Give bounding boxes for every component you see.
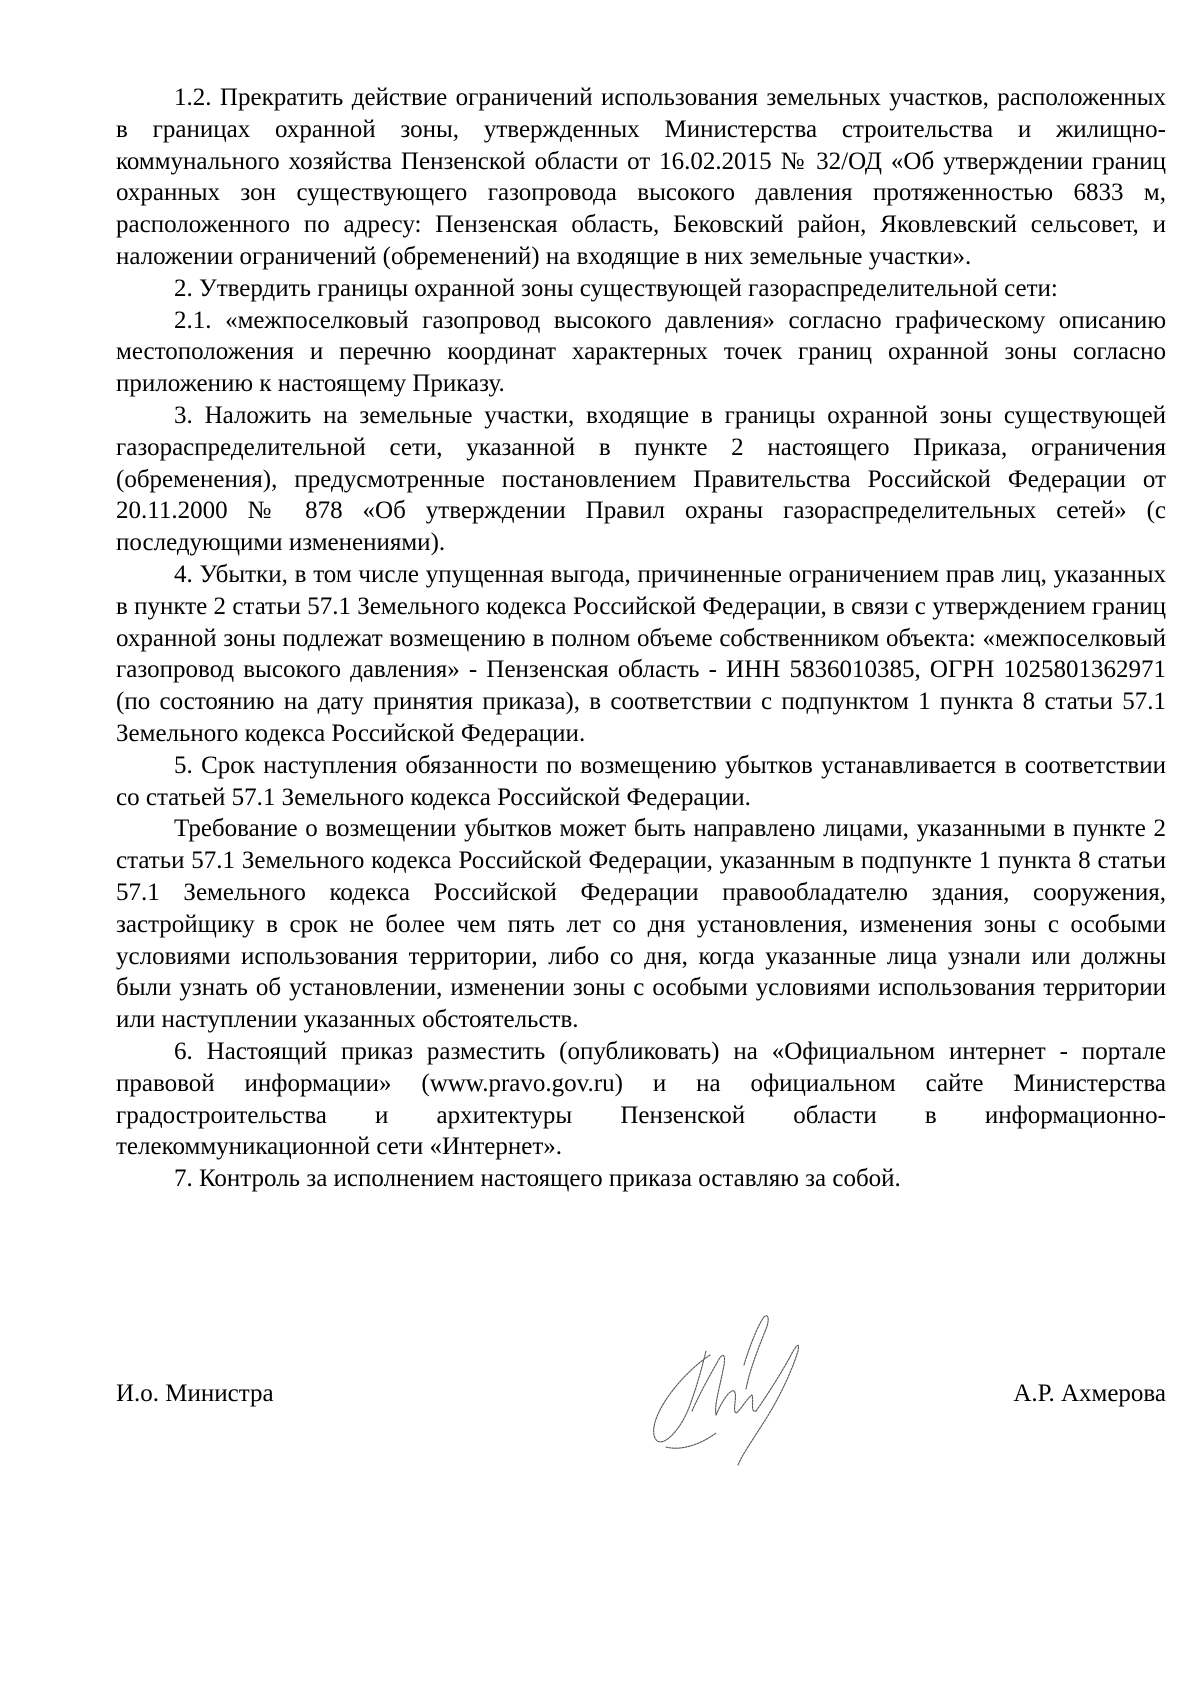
paragraph-2: 2. Утвердить границы охранной зоны существующей газораспределительной сети: xyxy=(174,274,1058,302)
paragraph-damages-claim: Требование о возмещении убытков может быть направлено лицами, указанными в пункте 2 статьи 57.1 Земельного кодекса Российской Федерации, указанным в подпункте 1 пункта 8 статьи 57.1 Земельного кодекса Российской Федерации правообладателю здания, сооружения, застройщику в срок не более чем пять лет со дня установления, изменения зоны с особыми условиями использования территории, либо со дня, когда указанные лица узнали или должны были узнать об установлении, изменении зоны с особыми условиями использования территории или наступлении указанных обстоятельств. xyxy=(116,815,1166,1034)
handwritten-signature xyxy=(640,1305,830,1470)
paragraph-7: 7. Контроль за исполнением настоящего приказа оставляю за собой. xyxy=(174,1165,901,1193)
paragraph-1-2: 1.2. Прекратить действие ограничений использования земельных участков, расположенных в границах охранной зоны, утвержденных Министерства строительства и жилищно-коммунального хозяйства Пензенской области от 16.02.2015 № 32/ОД «Об утверждении границ охранных зон существующего газопровода высокого давления протяженностью 6833 м, расположенного по адресу: Пензенская область, Бековский район, Яковлевский сельсовет, и наложении ограничений (обременений) на входящие в них земельные участки». xyxy=(116,84,1166,270)
paragraph-2-1: 2.1. «межпоселковый газопровод высокого давления» согласно графическому описанию местоположения и перечню координат характерных точек границ охранной зоны согласно приложению к настоящему Приказу. xyxy=(116,306,1166,398)
paragraph-3: 3. Наложить на земельные участки, входящие в границы охранной зоны существующей газораспределительной сети, указанной в пункте 2 настоящего Приказа, ограничения (обременения), предусмотренные постановлением Правительства Российской Федерации от 20.11.2000 № 878 «Об утверждении Правил охраны газораспределительных сетей» (с последующими изменениями). xyxy=(116,401,1166,557)
signer-name: А.Р. Ахмерова xyxy=(1013,1380,1166,1407)
paragraph-4: 4. Убытки, в том числе упущенная выгода, причиненные ограничением прав лиц, указанных в пункте 2 статьи 57.1 Земельного кодекса Российской Федерации, в связи с утверждением границ охранной зоны подлежат возмещению в полном объеме собственником объекта: «межпоселковый газопровод высокого давления» - Пензенская область - ИНН 5836010385, ОГРН 1025801362971 (по состоянию на дату принятия приказа), в соответствии с подпунктом 1 пункта 8 статьи 57.1 Земельного кодекса Российской Федерации. xyxy=(116,560,1166,747)
signer-title: И.о. Министра xyxy=(116,1380,274,1407)
paragraph-5: 5. Срок наступления обязанности по возмещению убытков устанавливается в соответствии со статьей 57.1 Земельного кодекса Российской Федерации. xyxy=(116,751,1166,811)
document-body xyxy=(116,82,1166,1195)
paragraph-6: 6. Настоящий приказ разместить (опубликовать) на «Официальном интернет - портале правовой информации» (www.pravo.gov.ru) и на официальном сайте Министерства градостроительства и архитектуры Пензенской области в информационно-телекоммуникационной сети «Интернет». xyxy=(116,1037,1166,1161)
